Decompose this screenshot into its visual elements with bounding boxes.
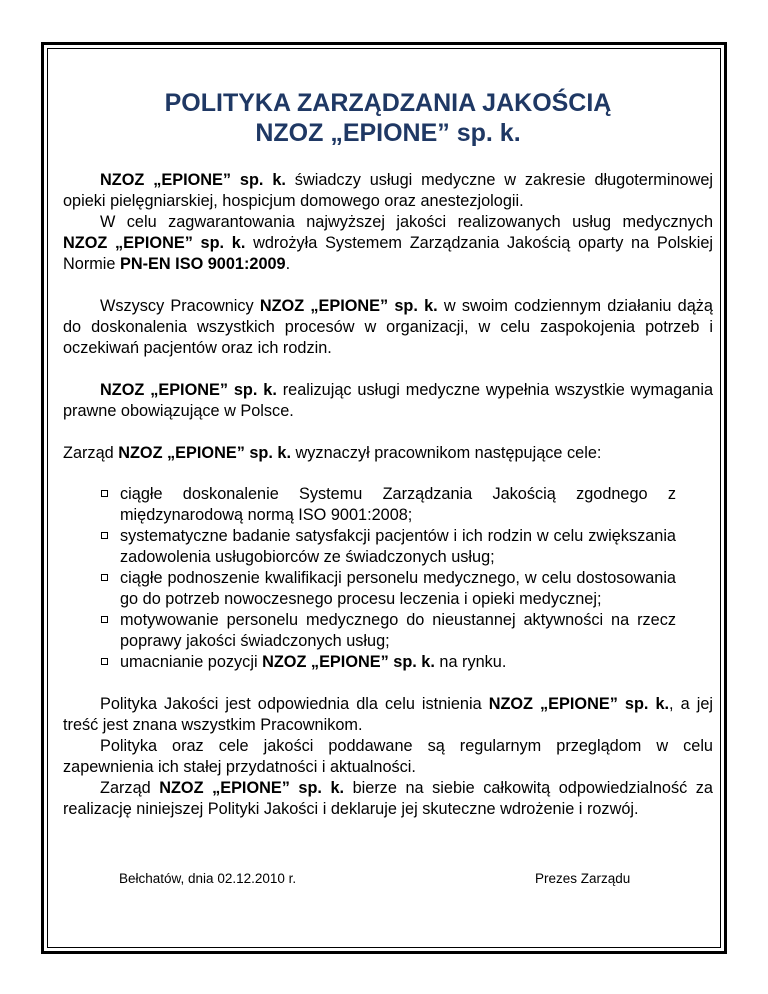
paragraph-text: wdrożyła Systemem Zarządzania Jakością oparty na Polskiej Normie: [63, 234, 713, 273]
paragraph-employees: [63, 296, 713, 359]
signature-block: [63, 868, 713, 890]
signatory-role: Prezes Zarządu: [535, 871, 631, 886]
square-bullet-icon: [101, 490, 108, 497]
paragraph-policy-fit: [63, 694, 713, 736]
goal-text: ciągłe doskonalenie Systemu Zarządzania Jakością zgodnego z międzynarodową normą ISO 9001:2008;: [120, 485, 676, 524]
company-name: NZOZ „EPIONE” sp. k.: [259, 297, 438, 315]
standard-name: PN-EN ISO 9001:2009: [120, 255, 286, 273]
paragraph-text: wyznaczył pracownikom następujące cele:: [291, 444, 602, 462]
list-item: [101, 568, 676, 610]
company-name: NZOZ „EPIONE” sp. k.: [159, 779, 345, 797]
paragraph-goals-intro: [63, 443, 713, 464]
paragraph-quality-system: [63, 212, 713, 275]
paragraph-services: [63, 170, 713, 212]
paragraph-text: Wszyscy Pracownicy: [100, 297, 260, 315]
goal-text: systematyczne badanie satysfakcji pacjentów i ich rodzin w celu zwiększania zadowolenia usługobiorców ze świadczonych usług;: [120, 527, 676, 566]
list-item: [101, 610, 676, 652]
company-name: NZOZ „EPIONE” sp. k.: [488, 695, 670, 713]
paragraph-responsibility: [63, 778, 713, 820]
paragraph-text: W celu zagwarantowania najwyższej jakości realizowanych usług medycznych: [100, 213, 713, 231]
paragraph-text: , a jej treść jest znana wszystkim Pracownikom.: [63, 695, 713, 734]
goals-list: [63, 484, 676, 673]
list-item: [101, 652, 676, 673]
list-item: [101, 484, 676, 526]
place-and-date: Bełchatów, dnia 02.12.2010 r.: [119, 871, 297, 886]
goal-text: ciągłe podnoszenie kwalifikacji personelu medycznego, w celu dostosowania go do potrzeb nowoczesnego procesu leczenia i opieki medycznej;: [120, 569, 676, 608]
square-bullet-icon: [101, 574, 108, 581]
paragraph-text: realizując usługi medyczne wypełnia wszystkie wymagania prawne obowiązujące w Polsce.: [63, 381, 713, 420]
company-name: NZOZ „EPIONE” sp. k.: [262, 653, 435, 671]
list-item: [101, 526, 676, 568]
paragraph-text: Zarząd: [63, 444, 119, 462]
paragraph-text: Polityka Jakości jest odpowiednia dla celu istnienia: [100, 695, 489, 713]
company-name: NZOZ „EPIONE” sp. k.: [100, 171, 286, 189]
square-bullet-icon: [101, 616, 108, 623]
company-name: NZOZ „EPIONE” sp. k.: [63, 234, 246, 252]
paragraph-legal: [63, 380, 713, 422]
goal-text: motywowanie personelu medycznego do nieustannej aktywności na rzecz poprawy jakości świadczonych usług;: [120, 611, 676, 650]
company-name: NZOZ „EPIONE” sp. k.: [118, 444, 291, 462]
paragraph-text: .: [285, 255, 291, 273]
document-body: [63, 88, 713, 890]
square-bullet-icon: [101, 658, 108, 665]
company-name: NZOZ „EPIONE” sp. k.: [100, 381, 277, 399]
paragraph-text: Polityka oraz cele jakości poddawane są regularnym przeglądom w celu zapewnienia ich stałej przydatności i aktualności.: [63, 737, 713, 776]
paragraph-text: świadczy usługi medyczne w zakresie długoterminowej opieki pielęgniarskiej, hospicjum domowego oraz anestezjologii.: [63, 171, 713, 210]
paragraph-text: Zarząd: [100, 779, 160, 797]
paragraph-text: bierze na siebie całkowitą odpowiedzialność za realizację niniejszej Polityki Jakości i deklaruje jej skuteczne wdrożenie i rozwój.: [63, 779, 713, 818]
paragraph-text: w swoim codziennym działaniu dążą do doskonalenia wszystkich procesów w organizacji, w celu zaspokojenia potrzeb i oczekiwań pacjentów oraz ich rodzin.: [63, 297, 713, 357]
goal-text: umacnianie pozycji: [120, 653, 263, 671]
paragraph-policy-review: [63, 736, 713, 778]
square-bullet-icon: [101, 532, 108, 539]
title-line-2: NZOZ „EPIONE” sp. k.: [255, 119, 521, 147]
document-title: [63, 88, 713, 148]
goal-text: na rynku.: [434, 653, 507, 671]
title-line-1: POLITYKA ZARZĄDZANIA JAKOŚCIĄ: [164, 89, 612, 117]
